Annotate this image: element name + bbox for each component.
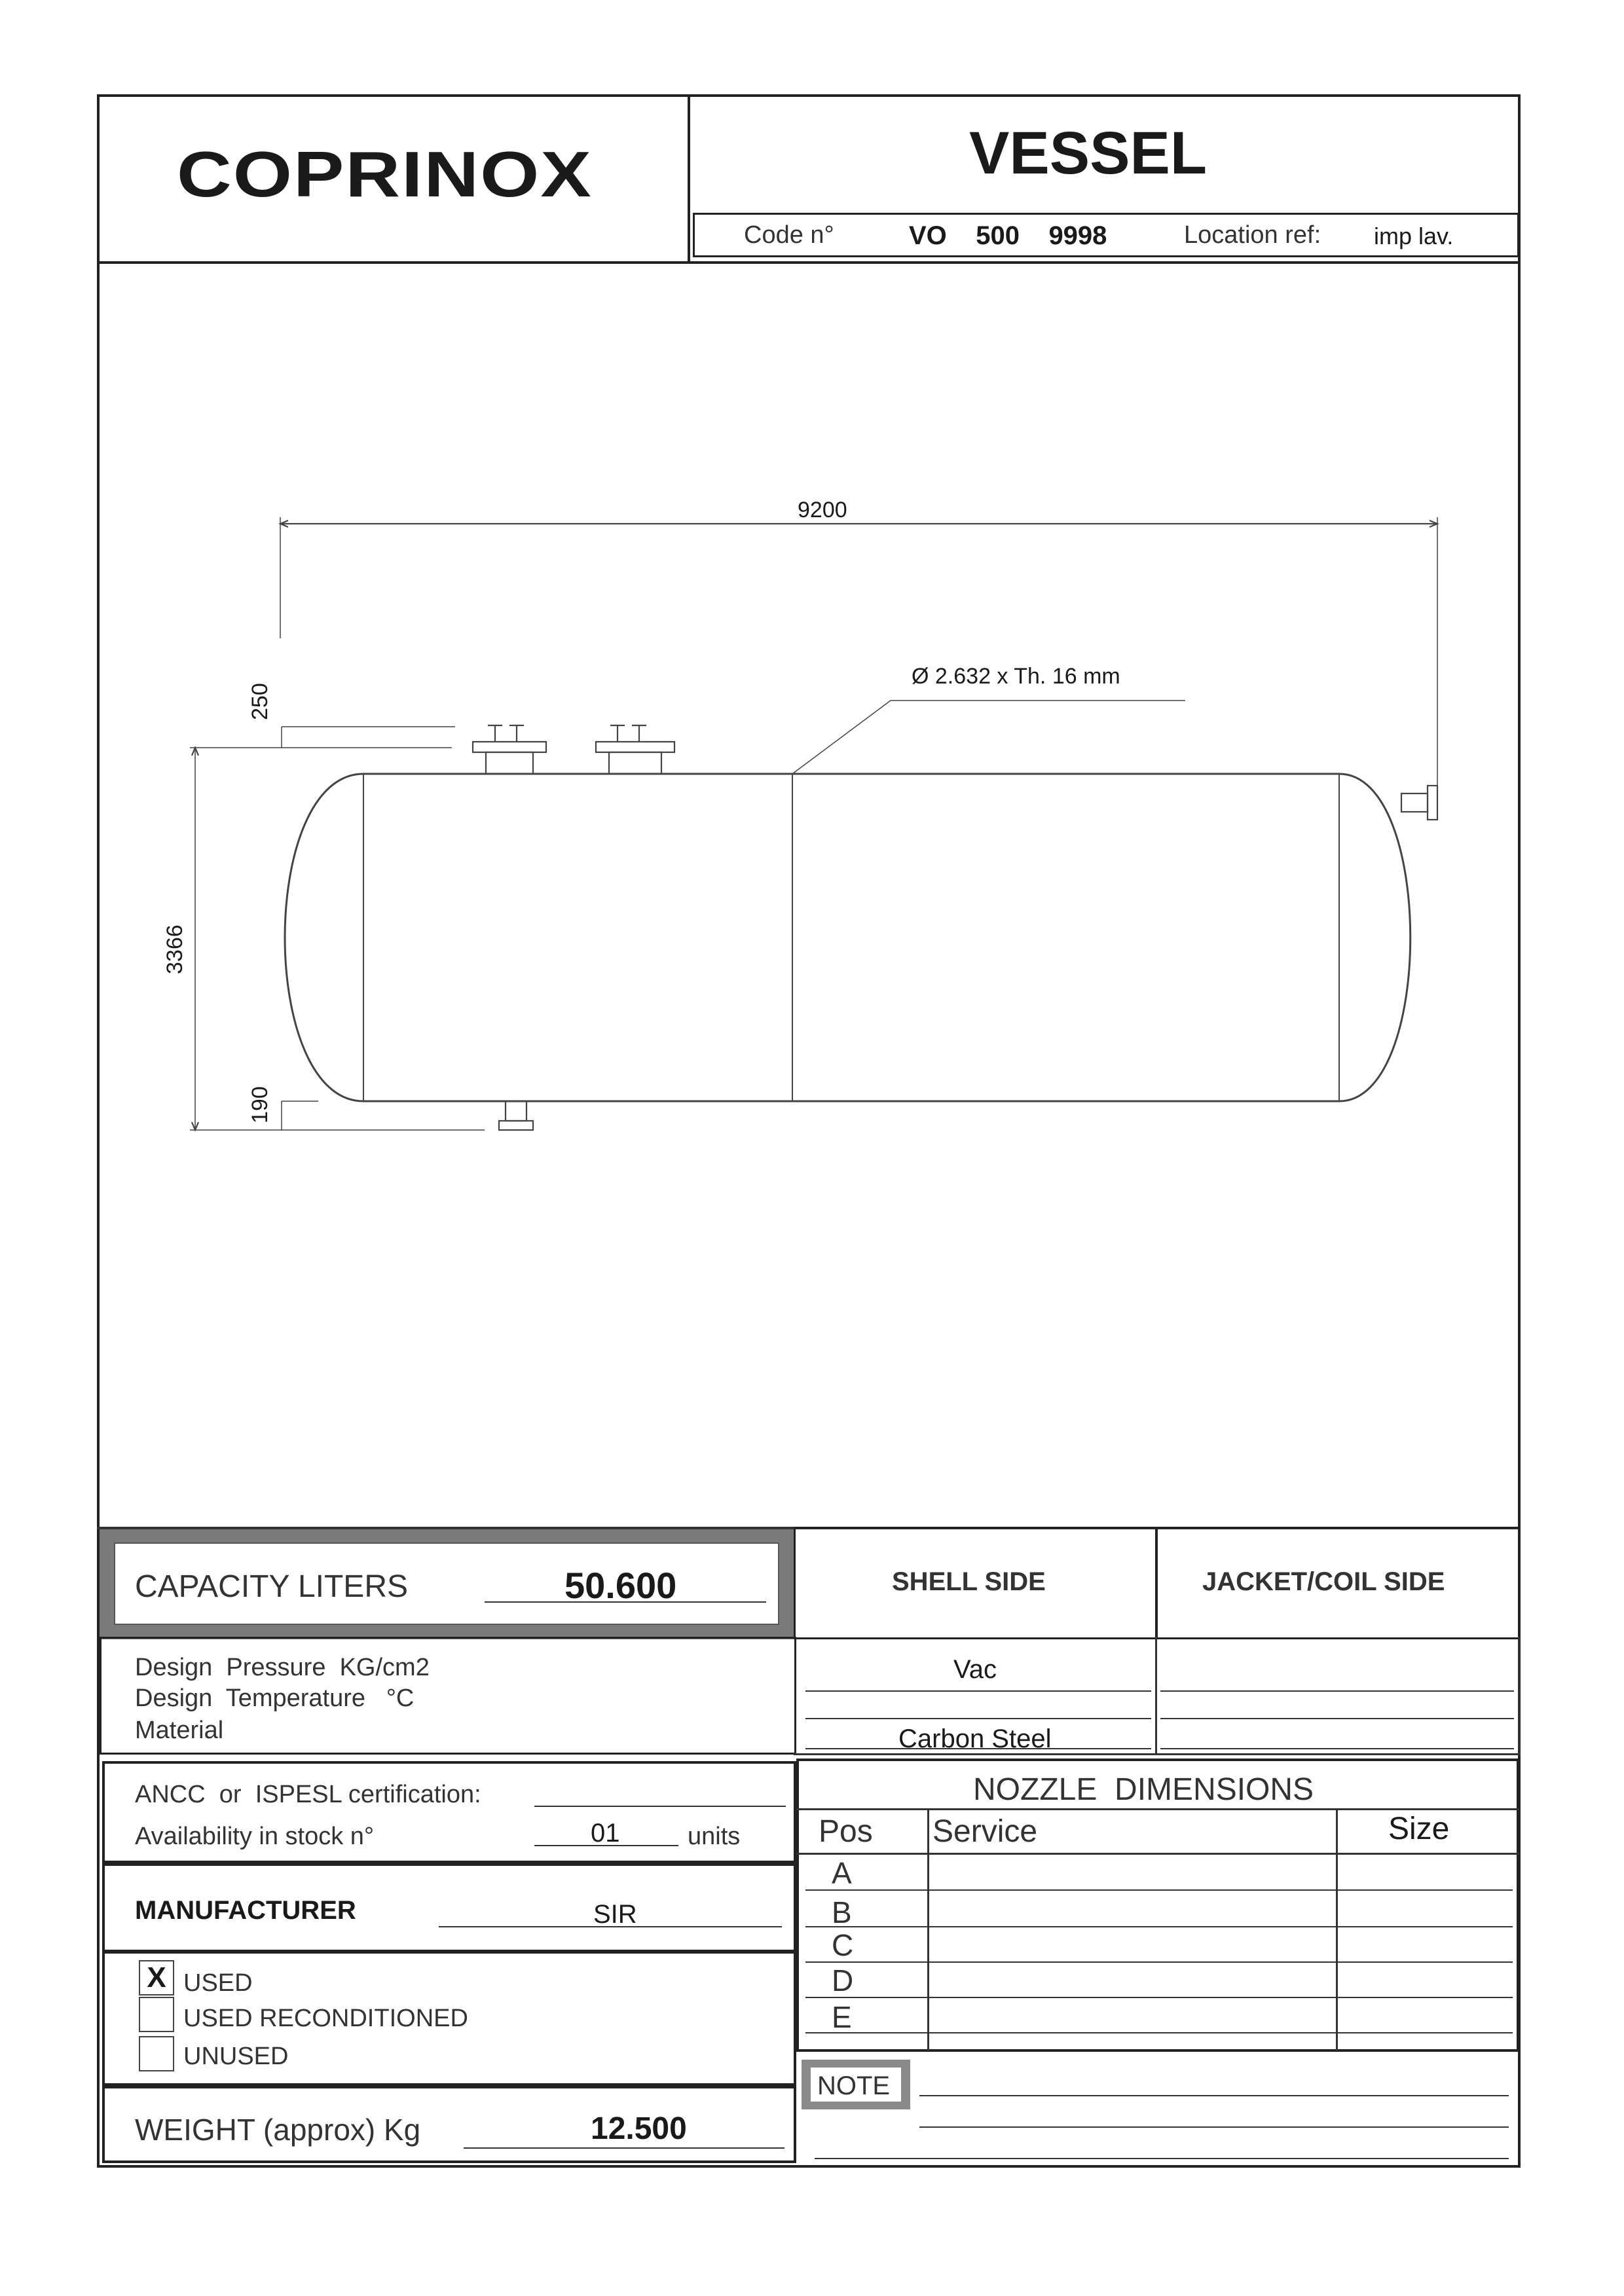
overall-height: 3366 xyxy=(162,924,187,974)
design-pressure-label: Design Pressure KG/cm2 xyxy=(135,1654,430,1681)
nozzle-title-divider xyxy=(796,1808,1519,1810)
used-label: USED xyxy=(183,1969,253,1997)
capacity-value: 50.600 xyxy=(564,1565,677,1606)
note-label: NOTE xyxy=(817,2071,891,2100)
shell-side-header: SHELL SIDE xyxy=(892,1567,1046,1596)
unused-label: UNUSED xyxy=(183,2043,289,2070)
nozzle-bottom-height: 190 xyxy=(248,1086,272,1123)
nozzle-row-line xyxy=(805,1889,1513,1891)
nozzle-col-pos: Pos xyxy=(819,1814,873,1849)
material-label: Material xyxy=(135,1717,224,1744)
code-value: VO 500 9998 xyxy=(909,221,1107,250)
jacket-material-line xyxy=(1160,1748,1514,1749)
nozzle-row-line xyxy=(805,1961,1513,1963)
shell-pressure-line xyxy=(805,1690,1151,1692)
vessel-shell xyxy=(285,774,1411,1101)
jacket-pressure-line xyxy=(1160,1690,1514,1692)
length-dimension: 9200 xyxy=(798,498,847,522)
certification-line xyxy=(534,1806,786,1807)
top-nozzle-1 xyxy=(473,725,546,774)
used-reconditioned-checkbox[interactable] xyxy=(139,1997,174,2032)
nozzle-row-pos: A xyxy=(832,1856,852,1890)
shell-pressure-value: Vac xyxy=(953,1655,997,1684)
nozzle-header-divider xyxy=(796,1853,1519,1855)
shell-material-value: Carbon Steel xyxy=(898,1724,1052,1753)
nozzle-row-pos: D xyxy=(832,1963,854,1997)
side-nozzle xyxy=(1401,786,1437,820)
shell-temp-line xyxy=(805,1718,1151,1719)
nozzle-col-service: Service xyxy=(932,1814,1038,1849)
note-line-2 xyxy=(919,2126,1509,2128)
nozzle-row-pos: C xyxy=(832,1928,854,1962)
jacket-temp-line xyxy=(1160,1718,1514,1719)
bottom-nozzle xyxy=(499,1101,533,1130)
capacity-label: CAPACITY LITERS xyxy=(135,1569,408,1604)
location-value: imp lav. xyxy=(1374,223,1454,249)
page-title: VESSEL xyxy=(969,120,1208,187)
manufacturer-label: MANUFACTURER xyxy=(135,1896,356,1925)
diameter-leader xyxy=(792,701,1185,774)
nozzle-top-height: 250 xyxy=(248,683,272,720)
used-checkbox[interactable]: X xyxy=(139,1960,174,1995)
manufacturer-value: SIR xyxy=(593,1900,637,1929)
certification-label: ANCC or ISPESL certification: xyxy=(135,1781,481,1808)
nozzle-row-pos: E xyxy=(832,2000,852,2034)
stock-value: 01 xyxy=(591,1819,620,1848)
note-line-1 xyxy=(919,2095,1509,2096)
design-bottom-border xyxy=(794,1753,1521,1755)
code-label: Code n° xyxy=(744,221,834,249)
design-right-border xyxy=(1518,1637,1520,1755)
nozzle-row-line xyxy=(805,2032,1513,2033)
used-reconditioned-label: USED RECONDITIONED xyxy=(183,2005,468,2032)
top-nozzle-2 xyxy=(596,725,674,774)
location-label: Location ref: xyxy=(1184,221,1321,249)
jacket-side-header: JACKET/COIL SIDE xyxy=(1202,1567,1445,1596)
weight-label: WEIGHT (approx) Kg xyxy=(135,2113,421,2147)
company-logo: COPRINOX xyxy=(177,137,593,211)
weight-line xyxy=(464,2147,784,2149)
nozzle-col-divider-2 xyxy=(1336,1808,1338,2050)
shell-spec: Ø 2.632 x Th. 16 mm xyxy=(912,664,1120,689)
note-line-3 xyxy=(815,2158,1509,2159)
design-temperature-label: Design Temperature °C xyxy=(135,1685,415,1712)
nozzle-col-size: Size xyxy=(1388,1812,1450,1846)
nozzle-row-line xyxy=(805,1926,1513,1927)
weight-value: 12.500 xyxy=(591,2111,687,2146)
stock-label: Availability in stock n° xyxy=(135,1823,375,1850)
nozzle-row-line xyxy=(805,1997,1513,1998)
unused-checkbox[interactable] xyxy=(139,2036,174,2071)
nozzle-row-pos: B xyxy=(832,1895,852,1929)
nozzle-table-title: NOZZLE DIMENSIONS xyxy=(973,1772,1314,1807)
design-split xyxy=(1155,1637,1157,1755)
nozzle-col-divider-1 xyxy=(927,1808,929,2050)
stock-units: units xyxy=(688,1823,741,1850)
